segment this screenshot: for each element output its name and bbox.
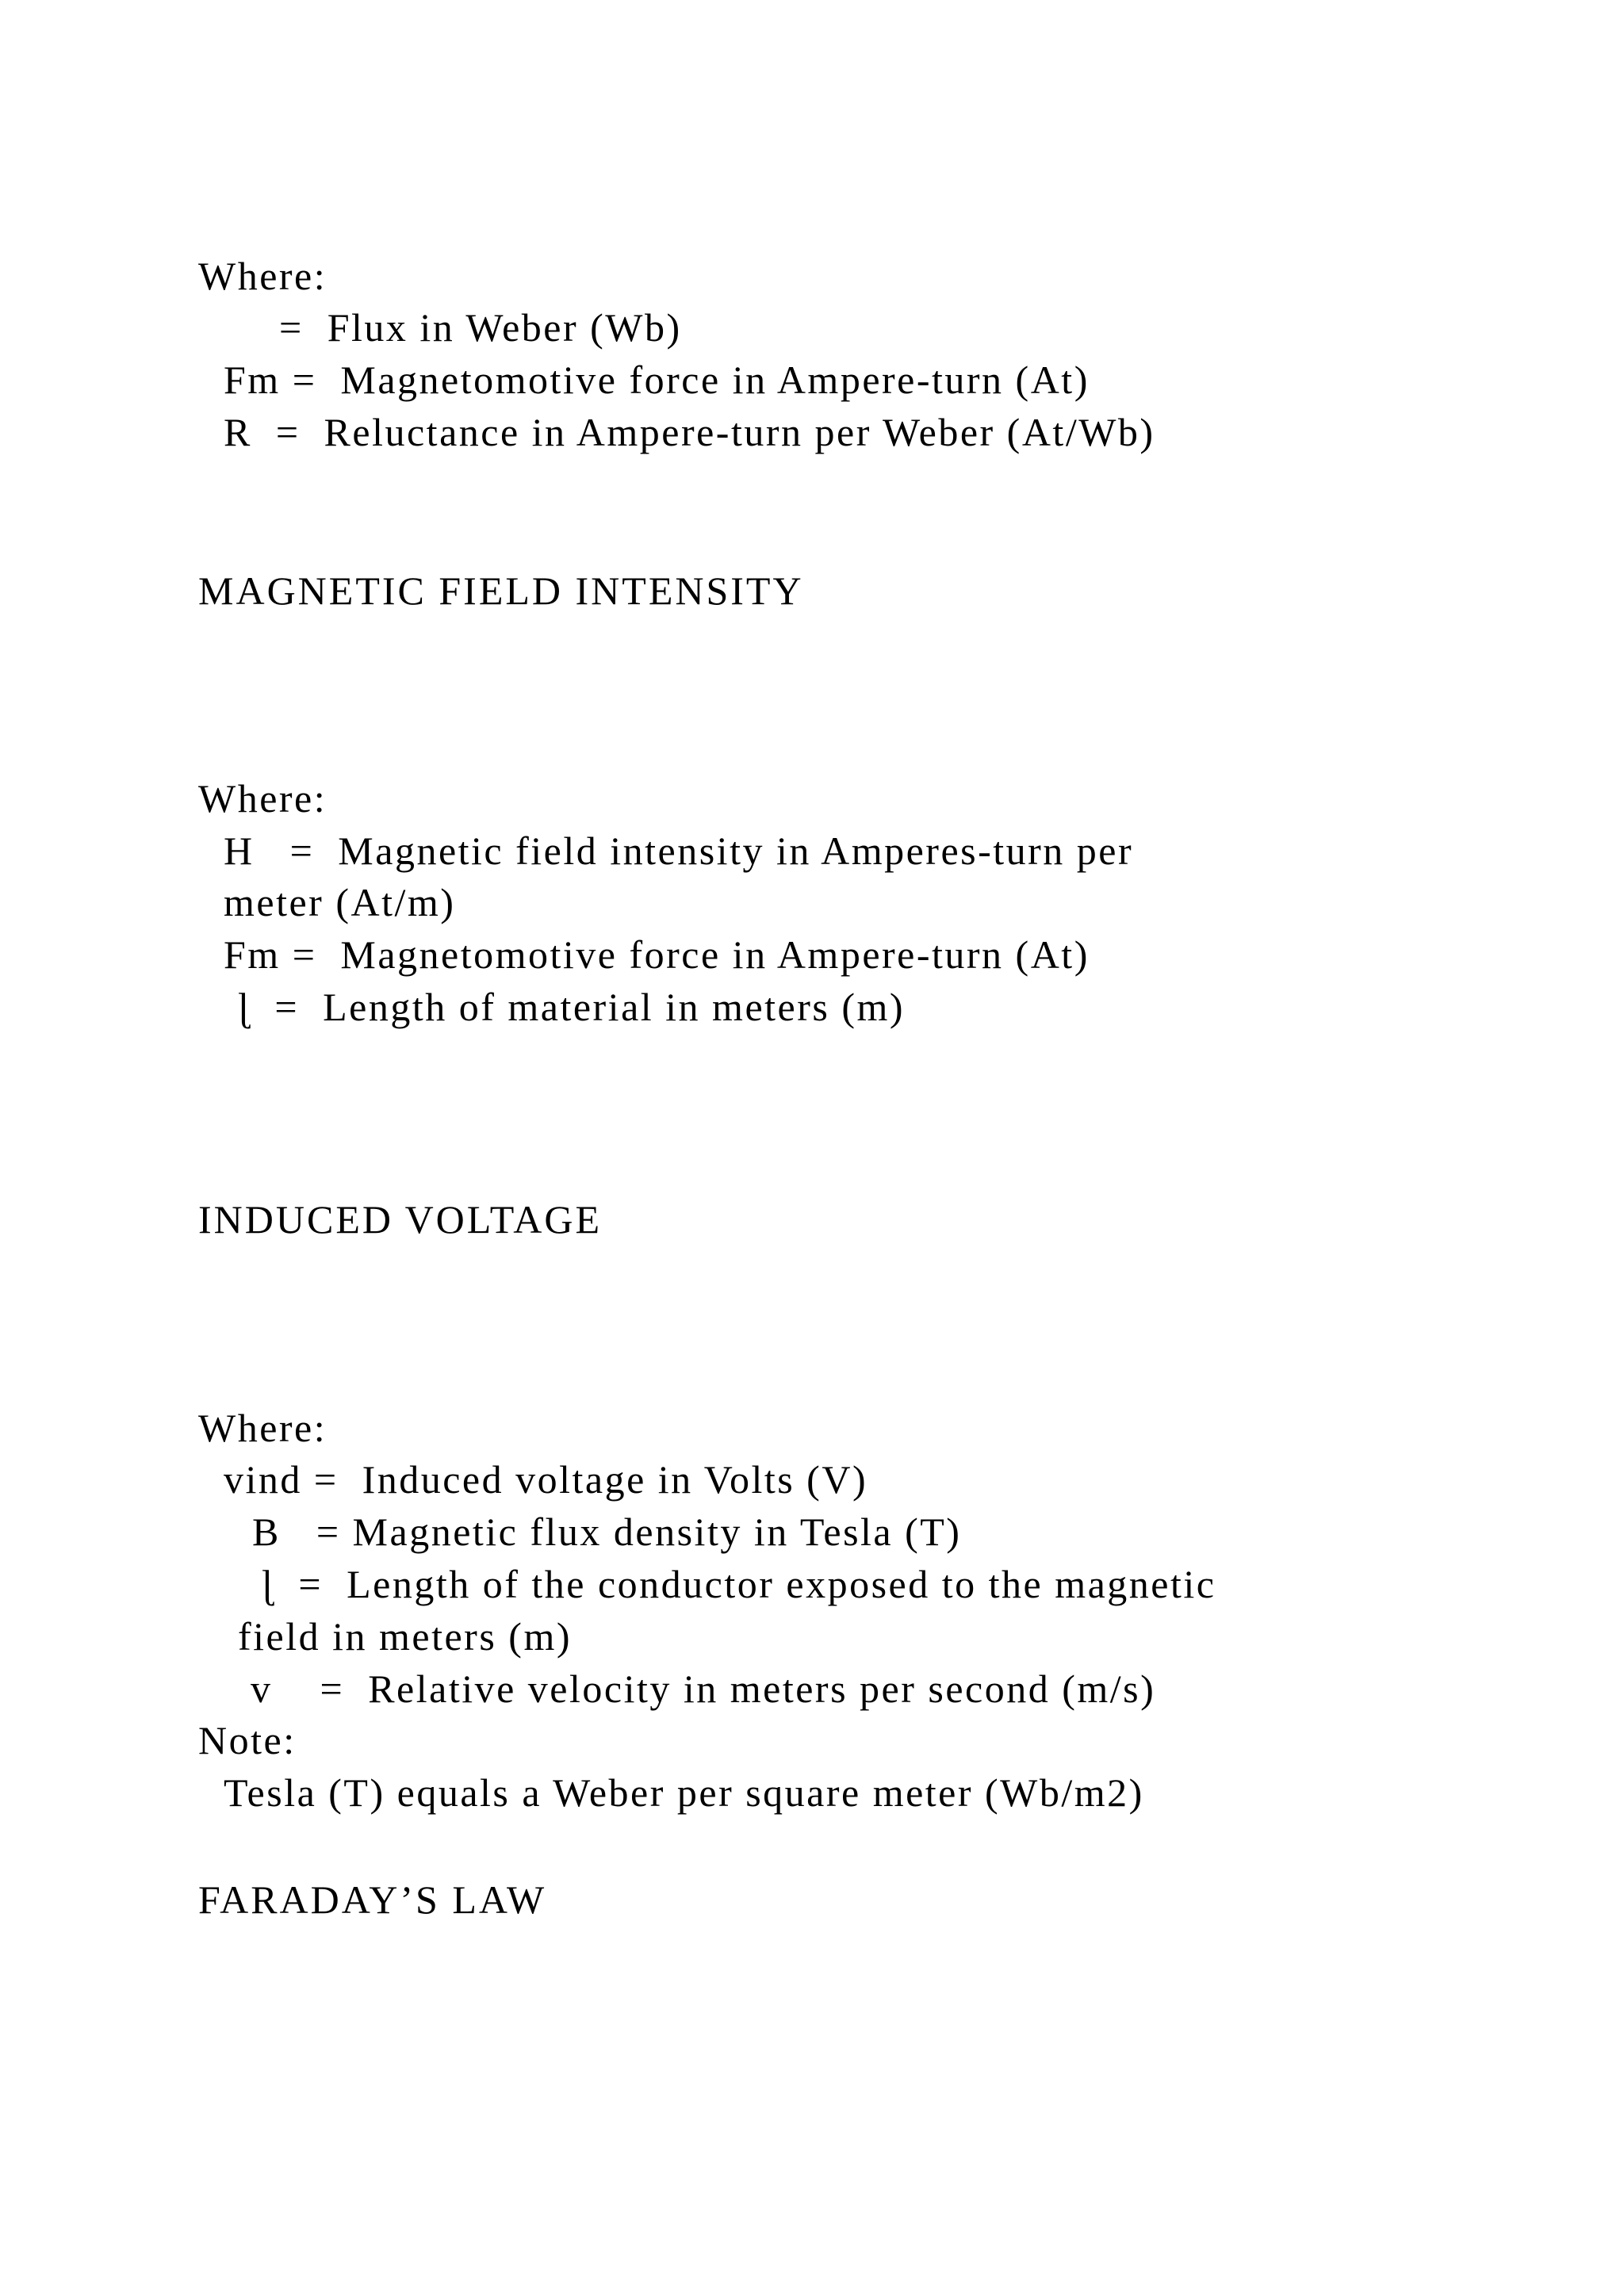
field-intensity-definition: H = Magnetic field intensity in Amperes-turn per [224, 828, 1134, 873]
velocity-definition: v = Relative velocity in meters per second (m/s) [251, 1667, 1156, 1711]
length-of-material-definition: ɭ = Length of material in meters (m) [238, 985, 906, 1029]
induced-voltage-definition: vind = Induced voltage in Volts (V) [224, 1457, 868, 1502]
reluctance-definition: R = Reluctance in Ampere-turn per Weber (At/Wb) [224, 410, 1155, 454]
field-intensity-definition-cont: meter (At/m) [224, 880, 456, 924]
magnetomotive-force-definition: Fm = Magnetomotive force in Ampere-turn (At) [224, 358, 1090, 402]
where-label-flux: Where: [198, 254, 327, 298]
heading-faradays-law: FARADAY’S LAW [198, 1877, 547, 1922]
magnetomotive-force-definition-2: Fm = Magnetomotive force in Ampere-turn (At) [224, 932, 1090, 977]
conductor-length-definition-cont: field in meters (m) [238, 1614, 572, 1659]
where-label-field-intensity: Where: [198, 776, 327, 821]
note-label: Note: [198, 1718, 297, 1762]
heading-induced-voltage: INDUCED VOLTAGE [198, 1197, 603, 1242]
flux-definition: = Flux in Weber (Wb) [279, 305, 682, 350]
conductor-length-definition: ɭ = Length of the conductor exposed to the magnetic [262, 1562, 1216, 1606]
where-label-induced-voltage: Where: [198, 1406, 327, 1450]
flux-density-definition: B = Magnetic flux density in Tesla (T) [252, 1510, 962, 1554]
heading-magnetic-field-intensity: MAGNETIC FIELD INTENSITY [198, 568, 804, 613]
note-text: Tesla (T) equals a Weber per square meter (Wb/m2) [224, 1770, 1144, 1815]
